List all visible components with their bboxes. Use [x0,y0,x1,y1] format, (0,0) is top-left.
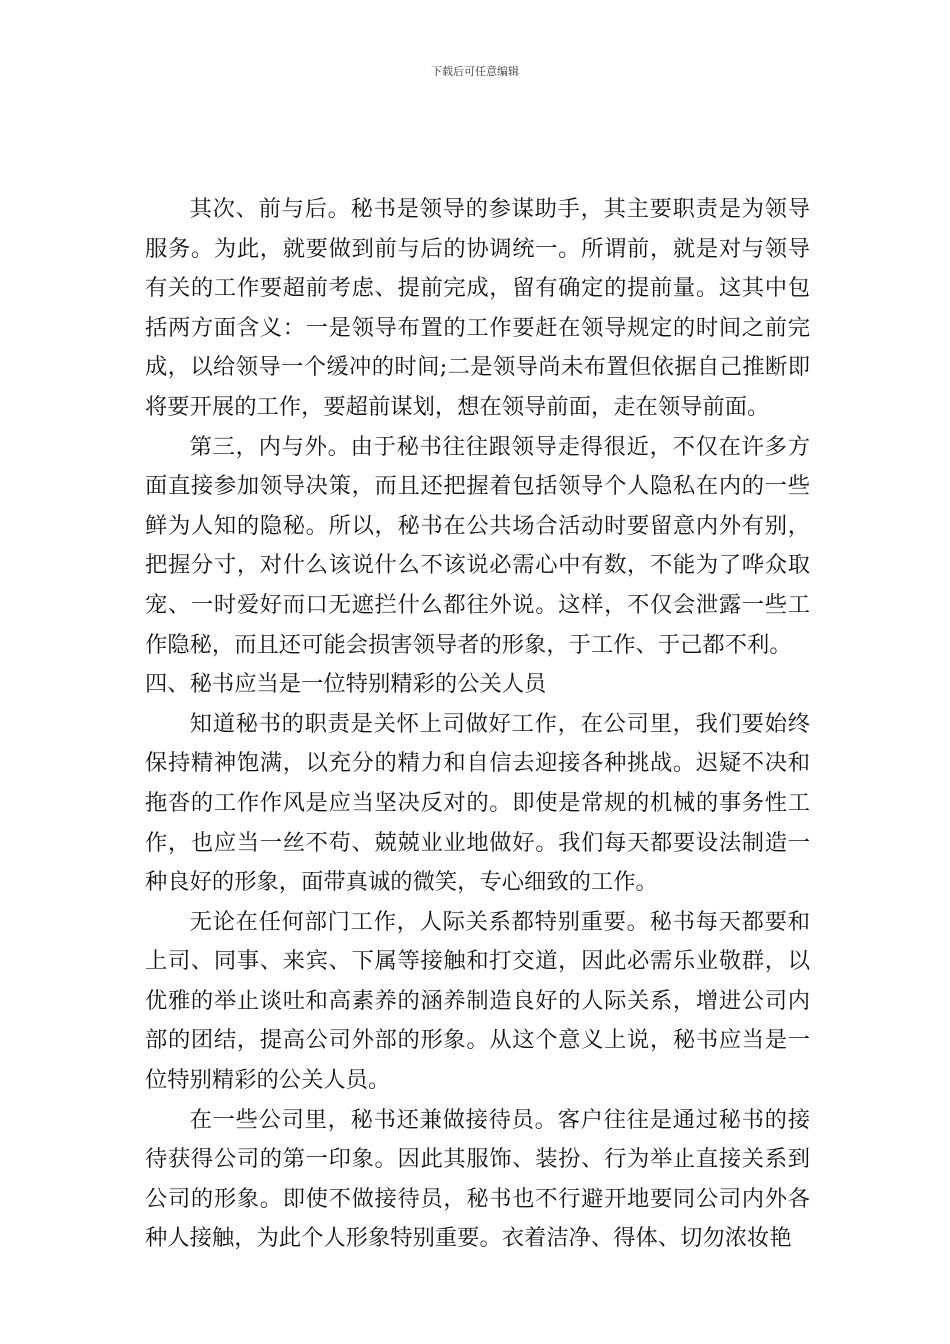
paragraph-interpersonal-relations: 无论在任何部门工作，人际关系都特别重要。秘书每天都要和上司、同事、来宾、下属等接触和打交道，因此必需乐业敬群，以优雅的举止谈吐和高素养的涵养制造良好的人际关系，增进公司内部的团结，提高公司外部的形象。从这个意义上说，秘书应当是一位特别精彩的公关人员。 [145,908,810,1094]
paragraph-receptionist: 在一些公司里，秘书还兼做接待员。客户往往是通过秘书的接待获得公司的第一印象。因此其服饰、装扮、行为举止直接关系到公司的形象。即使不做接待员，秘书也不行避开地要同公司内外各种人接触，为此个人形象特别重要。衣着洁净、得体、切勿浓妆艳 [145,1106,810,1252]
paragraph-front-and-back: 其次、前与后。秘书是领导的参谋助手，其主要职责是为领导服务。为此，就要做到前与后的协调统一。所谓前，就是对与领导有关的工作要超前考虑、提前完成，留有确定的提前量。这其中包括两方面含义：一是领导布置的工作要赶在领导规定的时间之前完成，以给领导一个缓冲的时间;二是领导尚未布置但依据自己推断即将要开展的工作，要超前谋划，想在领导前面，走在领导前面。 [145,196,810,420]
document-body [145,190,810,1259]
paragraph-inside-and-outside: 第三，内与外。由于秘书往往跟领导走得很近，不仅在许多方面直接参加领导决策，而且还把握着包括领导个人隐私在内的一些鲜为人知的隐秘。所以，秘书在公共场合活动时要留意内外有别，把握分寸，对什么该说什么不该说必需心中有数，不能为了哗众取宠、一时爱好而口无遮拦什么都往外说。这样，不仅会泄露一些工作隐秘，而且还可能会损害领导者的形象，于工作、于己都不利。 [145,433,810,658]
page-header: 下载后可任意编辑 [431,65,519,78]
paragraph-secretary-duties: 知道秘书的职责是关怀上司做好工作，在公司里，我们要始终保持精神饱满，以充分的精力和自信去迎接各种挑战。迟疑不决和拖沓的工作作风是应当坚决反对的。即使是常规的机械的事务性工作，也应当一丝不苟、兢兢业业地做好。我们每天都要设法制造一种良好的形象，面带真诚的微笑，专心细致的工作。 [145,710,810,896]
section-heading: 四、秘书应当是一位特别精彩的公关人员 [145,671,547,698]
